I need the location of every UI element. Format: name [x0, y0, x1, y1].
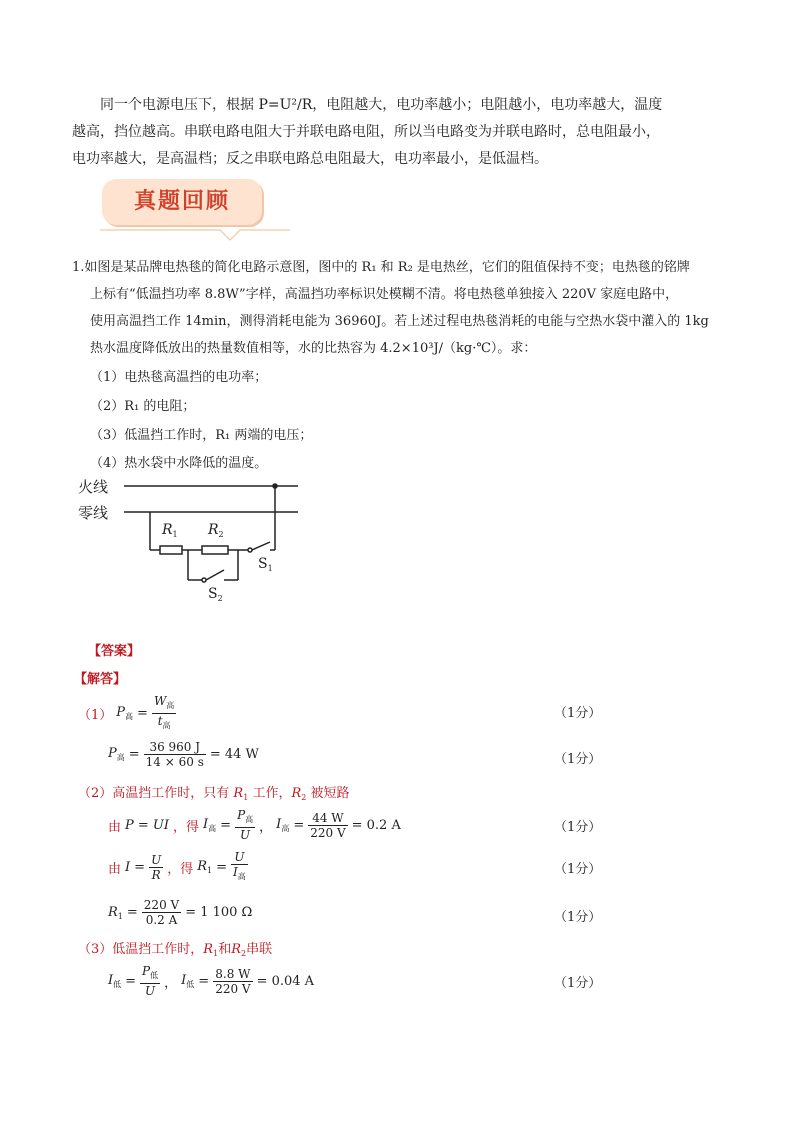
solution-step: $I_低$ = $\frac{P_低}{U}$ ， $I_低$ = $\frac{8.8 W}{220 V}$ = 0.04 A [108, 964, 315, 998]
part3-title: （3）低温挡工作时，$R_1$和$R_2$串联 [78, 942, 273, 958]
score-label: （1分） [554, 820, 602, 835]
answer-label: 【答案】 [88, 644, 141, 659]
solution-step: 由 P = UI ，得 $I_高$ = $\frac{P_高}{U}$ ， $I_高$ = $\frac{44 W}{220 V}$ = 0.2 A [108, 808, 401, 842]
solution-step: （1） $P_高$ = $\frac{W_高}{t_高}$ [78, 694, 175, 730]
question-item: （1）电热毯高温挡的电功率； [90, 370, 268, 385]
circuit-diagram [78, 474, 318, 610]
question-line-1: 1.如图是某品牌电热毯的简化电路示意图，图中的 R₁ 和 R₂ 是电热丝，它们的阻值保持不变；电热毯的铭牌 [72, 260, 690, 275]
banner-title: 真题回顾 [133, 189, 230, 214]
solution-step: 由 I = $\frac{U}{R}$ ，得 $R_1$ = $\frac{U}{I_高}$ [108, 850, 246, 882]
intro-line-3: 电功率越大，是高温档；反之串联电路总电阻最大，电功率最小，是低温档。 [72, 151, 548, 167]
question-item: （2）R₁ 的电阻； [90, 399, 196, 414]
s1-label: $S_1$ [258, 556, 273, 573]
intro-line-2: 越高，挡位越高。串联电路电阻大于并联电路电阻，所以当电路变为并联电路时，总电阻最小， [72, 124, 660, 140]
solution-step: $P_高$ = $\frac{36 960 J}{14 \times 60 s}$ = 44 W [108, 740, 259, 769]
question-line-2: 上标有“低温挡功率 8.8W”字样，高温挡功率标识处模糊不清。将电热毯单独接入 220V 家庭电路中， [90, 287, 679, 302]
part2-title: （2）高温挡工作时，只有 $R_1$ 工作，$R_2$ 被短路 [78, 786, 350, 802]
score-label: （1分） [554, 706, 602, 721]
score-label: （1分） [554, 862, 602, 877]
banner-callout-tail [100, 224, 300, 244]
score-label: （1分） [554, 752, 602, 767]
neutral-wire-label: 零线 [78, 504, 109, 522]
intro-line-1: 同一个电源电压下，根据 P=U²/R，电阻越大，电功率越小；电阻越小，电功率越大，温度 [100, 97, 663, 113]
score-label: （1分） [554, 976, 602, 991]
analysis-label: 【解答】 [74, 672, 127, 687]
solution-step: $R_1$ = $\frac{220 V}{0.2 A}$ = 1 100 Ω [108, 898, 253, 927]
question-line-4: 热水温度降低放出的热量数值相等，水的比热容为 4.2×10³J/（kg·℃）。求： [90, 341, 537, 356]
live-wire-label: 火线 [78, 478, 109, 496]
section-banner [102, 179, 262, 225]
question-item: （3）低温挡工作时，R₁ 两端的电压； [90, 428, 313, 443]
s2-label: $S_2$ [208, 586, 223, 603]
r2-label: $R_2$ [208, 522, 224, 539]
score-label: （1分） [554, 910, 602, 925]
circuit-wires [78, 474, 318, 610]
question-item: （4）热水袋中水降低的温度。 [90, 456, 268, 471]
question-line-3: 使用高温挡工作 14min，测得消耗电能为 36960J。若上述过程电热毯消耗的电能与空热水袋中灌入的 1kg [90, 314, 709, 329]
r1-label: $R_1$ [162, 522, 178, 539]
